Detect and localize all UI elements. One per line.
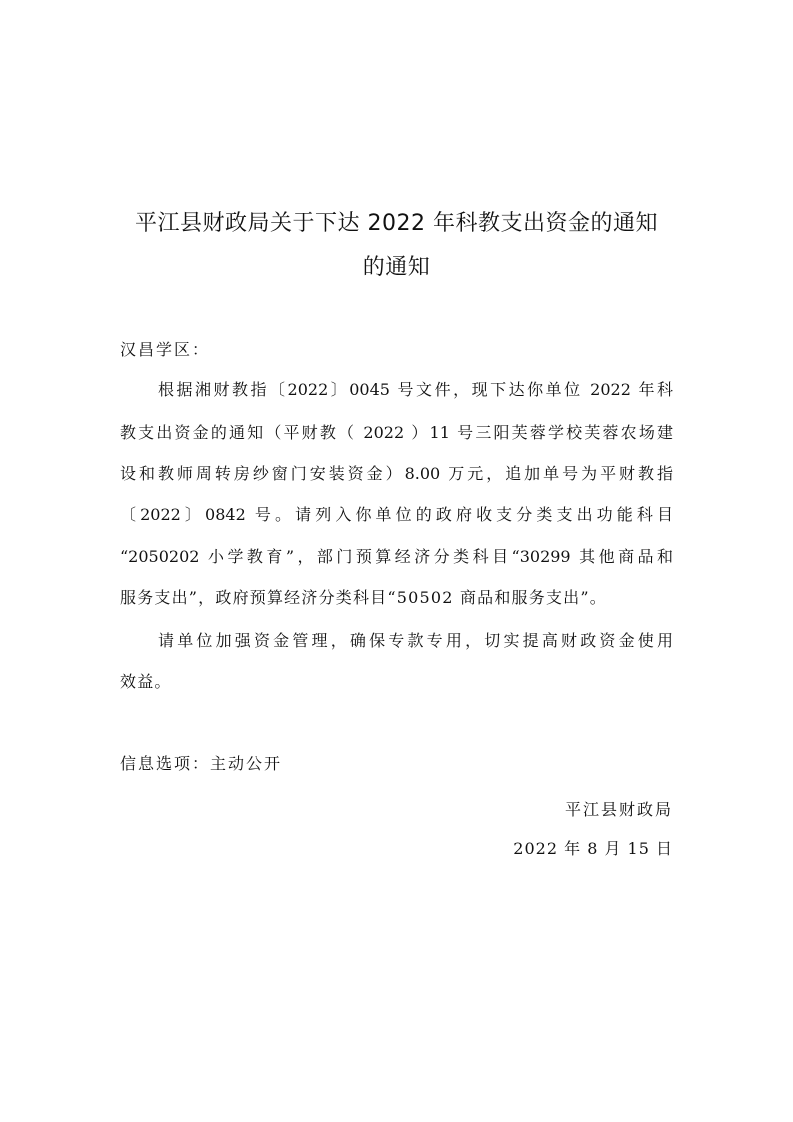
paragraph-line: 效益。 (120, 672, 172, 691)
paragraph-line: 请单位加强资金管理，确保专款专用，切实提高财政资金使用 (158, 631, 673, 650)
document-title-line-1: 平江县财政局关于下达 2022 年科教支出资金的通知 (135, 211, 658, 236)
issue-date: 2022 年 8 月 15 日 (513, 839, 673, 858)
paragraph-line: 根据湘财教指〔2022〕0045 号文件，现下达你单位 2022 年科 (158, 380, 673, 399)
paragraph-line: “2050202 小学教育”，部门预算经济分类科目“30299 其他商品和 (120, 547, 673, 566)
document-title-line-2: 的通知 (362, 255, 431, 280)
paragraph-line: 设和教师周转房纱窗门安装资金）8.00 万元，追加单号为平财教指 (120, 464, 673, 483)
paragraph-line: 教支出资金的通知（平财教（ 2022 ）11 号三阳芙蓉学校芙蓉农场建 (120, 423, 673, 442)
salutation: 汉昌学区： (120, 340, 211, 359)
paragraph-line: 服务支出”，政府预算经济分类科目“50502 商品和服务支出”。 (120, 588, 607, 607)
paragraph-line: 〔2022〕0842 号。请列入你单位的政府收支分类支出功能科目 (120, 505, 673, 524)
issuer-name: 平江县财政局 (564, 800, 673, 819)
info-disclosure: 信息选项：主动公开 (120, 754, 283, 773)
